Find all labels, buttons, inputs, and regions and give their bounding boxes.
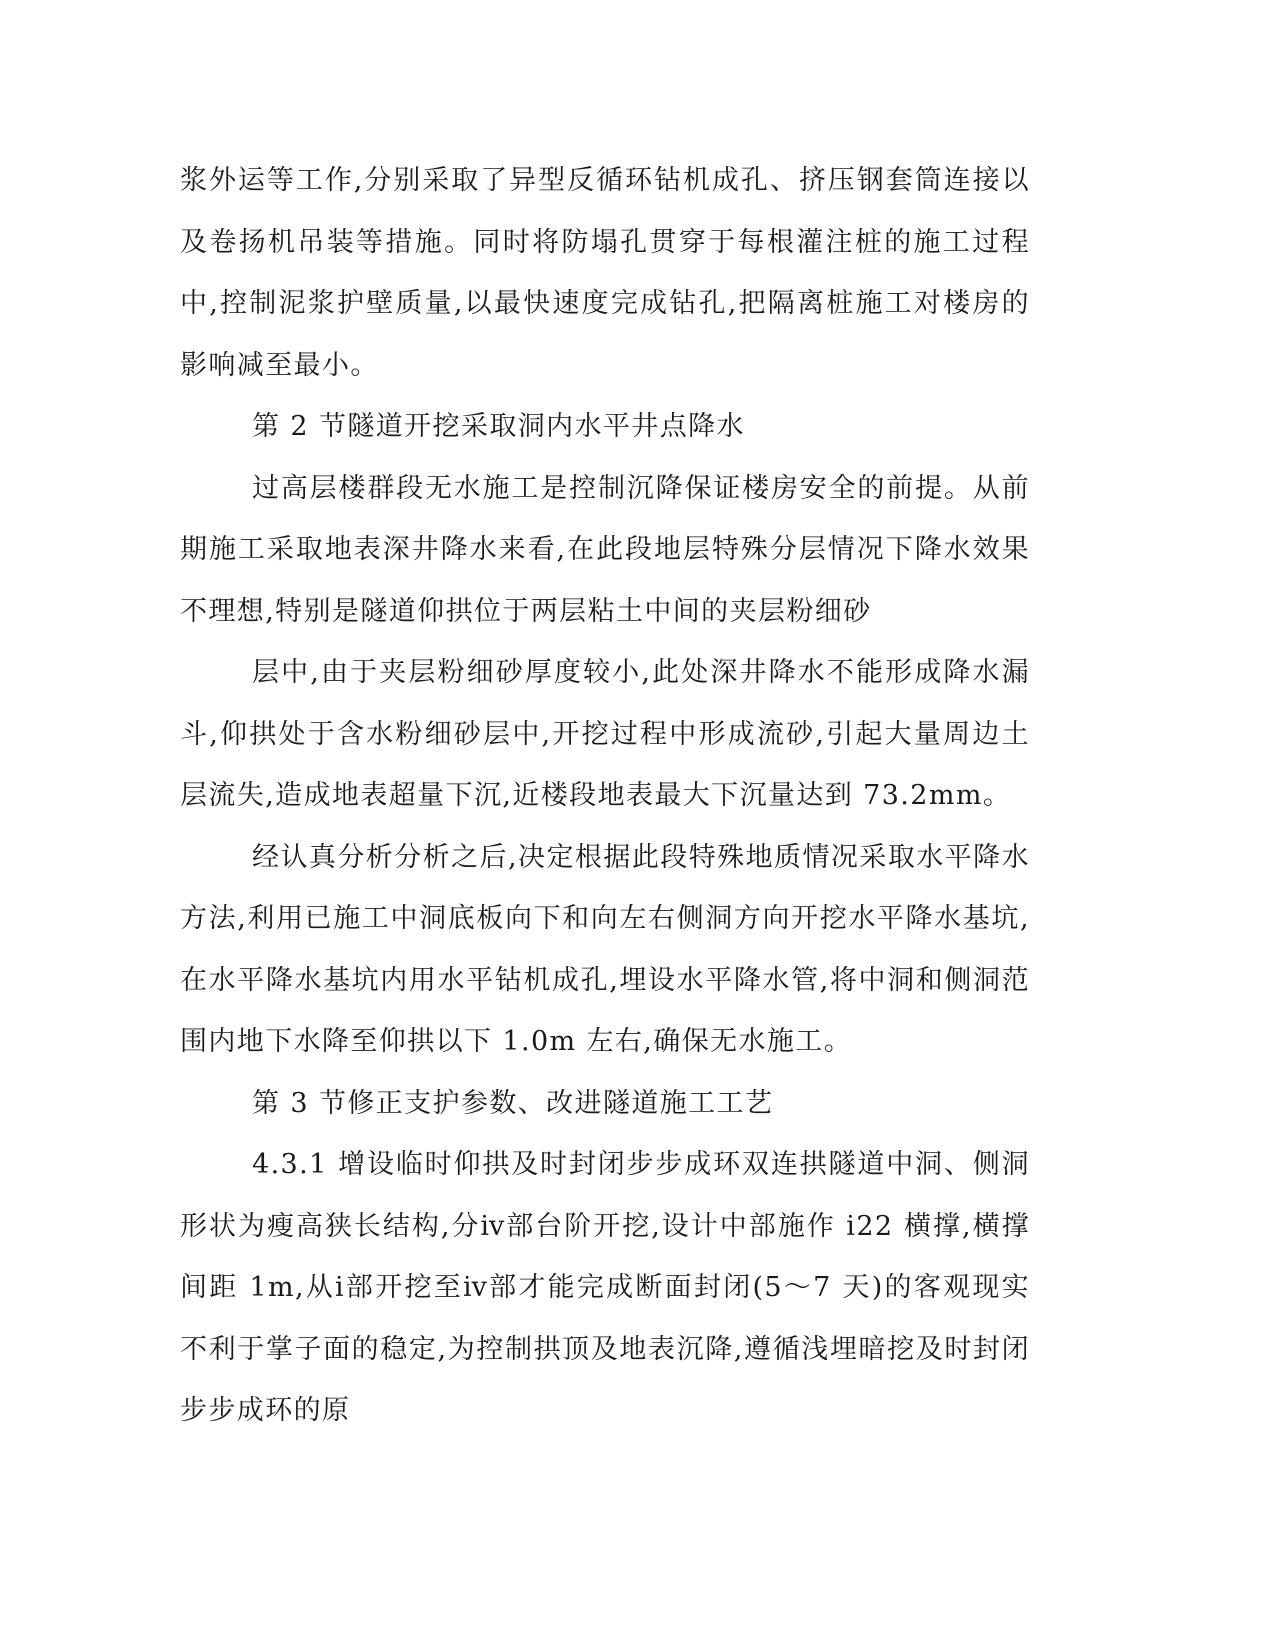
section-heading-2: 第 2 节隧道开挖采取洞内水平井点降水 (252, 411, 745, 442)
document-body (180, 150, 1030, 1442)
paragraph-quicksand-settlement: 层中,由于夹层粉细砂厚度较小,此处深井降水不能形成降水漏斗,仰拱处于含水粉细砂层中,开挖过程中形成流砂,引起大量周边土层流失,造成地表超量下沉,近楼段地表最大下沉量达到 73.2mm。 (180, 657, 1030, 811)
paragraph-isolation-pile-summary: 浆外运等工作,分别采取了异型反循环钻机成孔、挤压钢套筒连接以及卷扬机吊装等措施。同时将防塌孔贯穿于每根灌注桩的施工过程中,控制泥浆护壁质量,以最快速度完成钻孔,把隔离桩施工对楼房的影响减至最小。 (180, 165, 1030, 381)
paragraph-temporary-invert: 4.3.1 增设临时仰拱及时封闭步步成环双连拱隧道中洞、侧洞形状为瘦高狭长结构,分ⅳ部台阶开挖,设计中部施作 i22 横撑,横撑间距 1m,从ⅰ部开挖至ⅳ部才能完成断面封闭(5～7 天)的客观现实不利于掌子面的稳定,为控制拱顶及地表沉降,遵循浅埋暗挖及时封闭步步成环的原 (180, 1149, 1030, 1426)
section-heading-3: 第 3 节修正支护参数、改进隧道施工工艺 (252, 1087, 774, 1119)
paragraph-dewatering-premise: 过高层楼群段无水施工是控制沉降保证楼房安全的前提。从前期施工采取地表深井降水来看,在此段地层特殊分层情况下降水效果不理想,特别是隧道仰拱位于两层粘土中间的夹层粉细砂 (180, 472, 1030, 627)
paragraph-horizontal-dewatering: 经认真分析分析之后,决定根据此段特殊地质情况采取水平降水方法,利用已施工中洞底板向下和向左右侧洞方向开挖水平降水基坑,在水平降水基坑内用水平钻机成孔,埋设水平降水管,将中洞和侧洞范围内地下水降至仰拱以下 1.0m 左右,确保无水施工。 (180, 841, 1030, 1057)
